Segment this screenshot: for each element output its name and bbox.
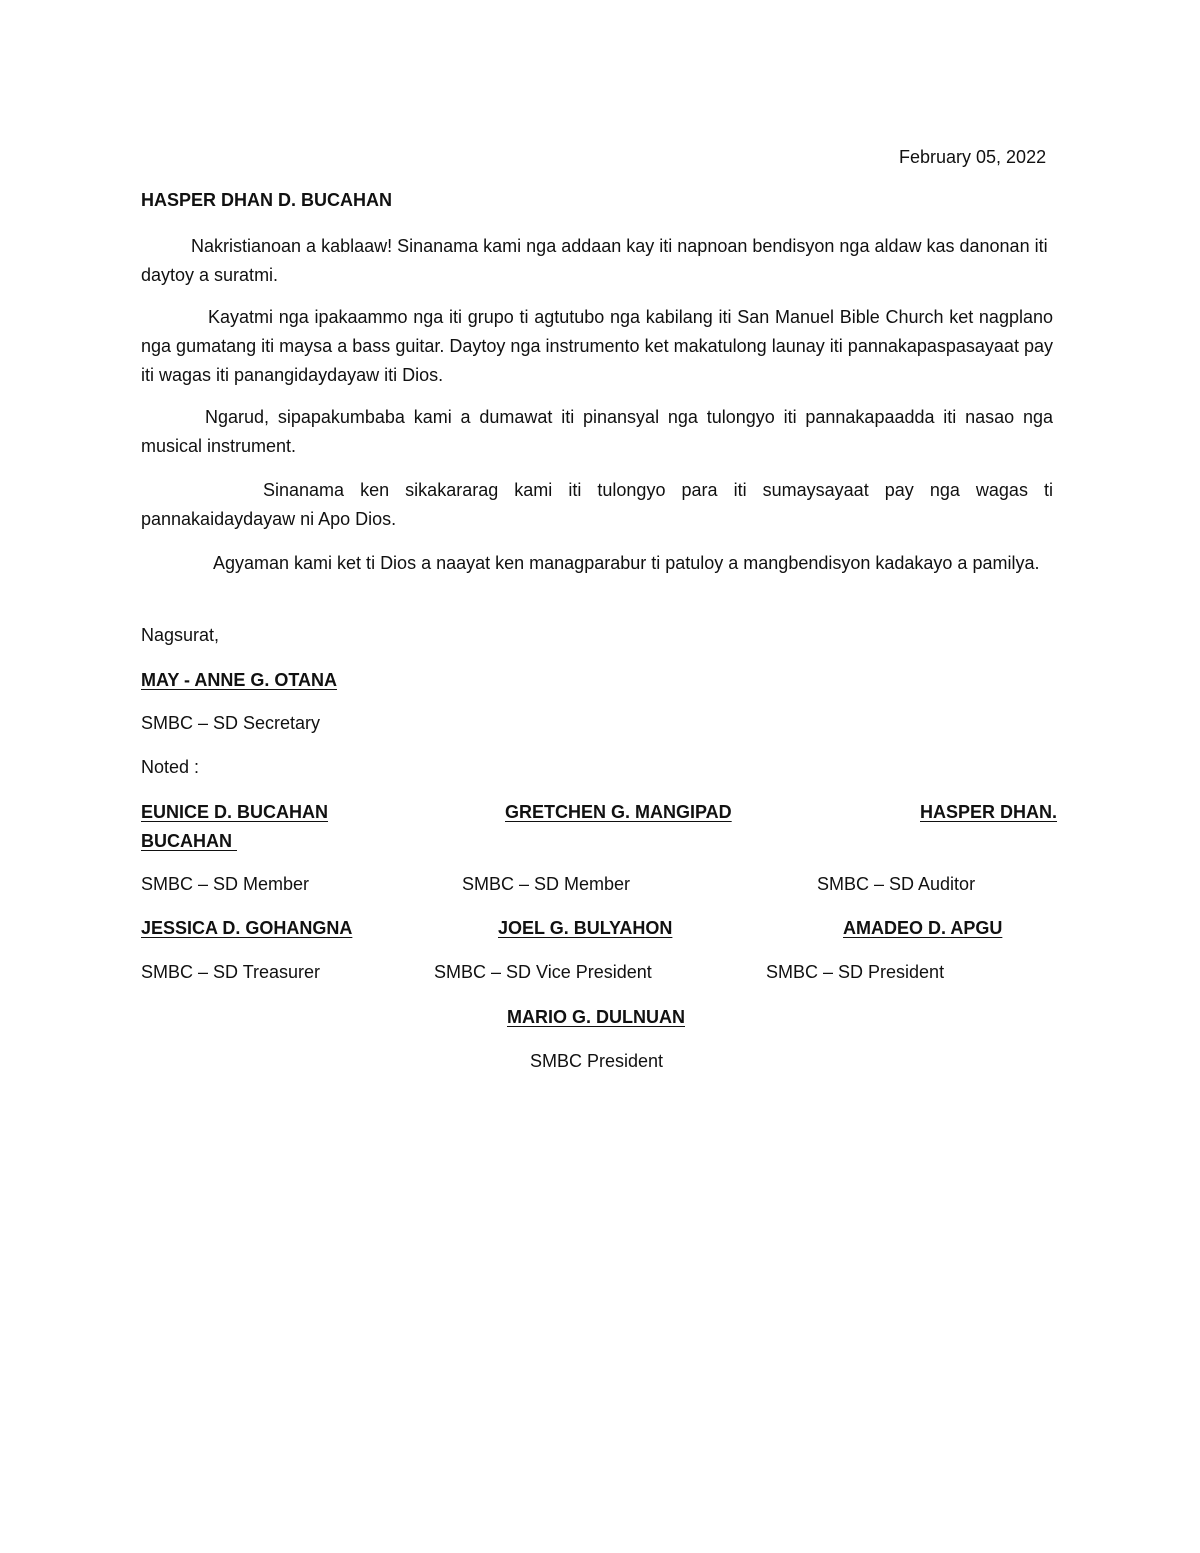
signatory-title: SMBC – SD Member <box>462 874 631 894</box>
signatory-title: SMBC – SD Auditor <box>817 874 976 894</box>
signatory-name: JOEL G. BULYAHON <box>498 918 673 938</box>
sender-title: SMBC – SD Secretary <box>141 713 321 733</box>
sender-name: MAY - ANNE G. OTANA <box>141 670 338 690</box>
signatory-name-continued: BUCAHAN <box>141 831 237 851</box>
signatory-name: GRETCHEN G. MANGIPAD <box>505 802 732 822</box>
paragraph-thanks: Agyaman kami ket ti Dios a naayat ken managparabur ti patuloy a mangbendisyon kadakayo a pamilya. <box>213 553 1040 573</box>
paragraph-greeting: Nakristianoan a kablaaw! Sinanama kami nga addaan kay iti napnoan bendisyon nga aldaw kas danonan iti daytoy a suratmi. <box>141 236 1048 285</box>
signatory-title: SMBC – SD President <box>766 962 945 982</box>
signatory-title: SMBC – SD Member <box>141 874 310 894</box>
signatory-name: HASPER DHAN. <box>920 802 1058 822</box>
paragraph-purpose: Kayatmi nga ipakaammo nga iti grupo ti agtutubo nga kabilang iti San Manuel Bible Church ket nagplano nga gumatang iti maysa a bass guitar. Daytoy nga instrumento ket makatulong launay iti pannakapaspasayaat pay iti wagas iti panangidaydayaw iti Dios. <box>141 307 1053 385</box>
letter-date: February 05, 2022 <box>899 147 1047 167</box>
signatory-name: EUNICE D. BUCAHAN <box>141 802 329 822</box>
noted-label: Noted : <box>141 757 200 777</box>
president-name: MARIO G. DULNUAN <box>507 1007 685 1027</box>
paragraph-hope: Sinanama ken sikakararag kami iti tulongyo para iti sumaysayaat pay nga wagas ti pannakaidaydayaw ni Apo Dios. <box>141 480 1053 529</box>
recipient-name: HASPER DHAN D. BUCAHAN <box>141 190 393 210</box>
signatory-title: SMBC – SD Vice President <box>434 962 652 982</box>
signatory-name: AMADEO D. APGU <box>843 918 1003 938</box>
signatory-title: SMBC – SD Treasurer <box>141 962 321 982</box>
closing-text: Nagsurat, <box>141 625 220 645</box>
signatory-name: JESSICA D. GOHANGNA <box>141 918 353 938</box>
paragraph-request: Ngarud, sipapakumbaba kami a dumawat iti pinansyal nga tulongyo iti pannakapaadda iti nasao nga musical instrument. <box>141 407 1053 456</box>
president-title: SMBC President <box>530 1051 664 1071</box>
